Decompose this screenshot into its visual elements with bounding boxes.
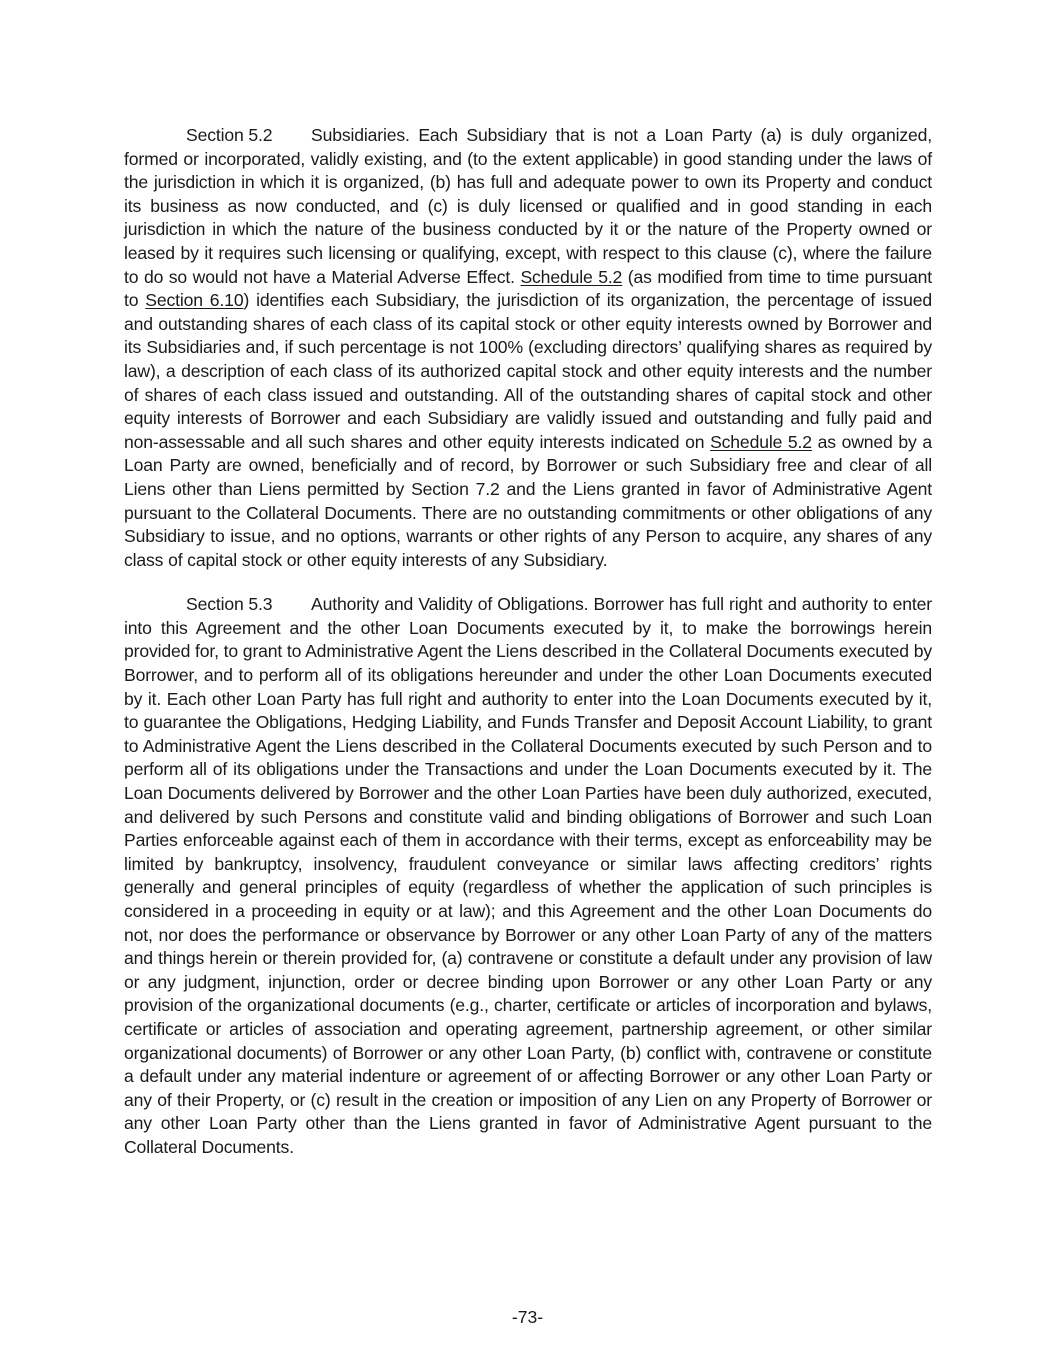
section-number: Section 5.2 [186,125,273,145]
section-body: Borrower has full right and authority to enter into this Agreement and the other Loan Documents executed by it, to make the borrowings herein provided for, to grant to Administrative Agent the Liens described in the Collateral Documents executed by Borrower, and to perform all of its obligations hereunder and under the other Loan Documents executed by it. Each other Loan Party has full right and authority to enter into the Loan Documents executed by it, to guarantee the Obligations, Hedging Liability, and Funds Transfer and Deposit Account Liability, to grant to Administrative Agent the Liens described in the Collateral Documents executed by such Person and to perform all of its obligations under the Transactions and under the Loan Documents executed by it. The Loan Documents delivered by Borrower and the other Loan Parties have been duly authorized, executed, and delivered by such Persons and constitute valid and binding obligations of Borrower and such Loan Parties enforceable against each of them in accordance with their terms, except as enforceability may be limited by bankruptcy, insolvency, fraudulent conveyance or similar laws affecting creditors’ rights generally and general principles of equity (regardless of whether the application of such principles is considered in a proceeding in equity or at law); and this Agreement and the other Loan Documents do not, nor does the performance or observance by Borrower or any other Loan Party of any of the matters and things herein or therein provided for, (a) contravene or constitute a default under any provision of law or any judgment, injunction, order or decree binding upon Borrower or any other Loan Party or any provision of the organizational documents (e.g., charter, certificate or articles of incorporation and bylaws, certificate or articles of association and operating agreement, partnership agreement, or other similar organizational documents) of Borrower or any other Loan Party, (b) conflict with, contravene or constitute a default under any material indenture or agreement of or affecting Borrower or any other Loan Party or any of their Property, or (c) result in the creation or imposition of any Lien on any Property of Borrower or any other Loan Party other than the Liens granted in favor of Administrative Agent pursuant to the Collateral Documents. [124,594,932,1157]
section-body: (as modified from time to time pursuant to [124,266,932,311]
section-body: Each Subsidiary that is not a Loan Party (a) is duly organized, formed or incorporated, validly existing, and (to the extent applicable) in good standing under the laws of the jurisdiction in which it is organized, (b) has full and adequate power to own its Property and conduct its business as now conducted, and (c) is duly licensed or qualified and in good standing in each jurisdiction in which the nature of the business conducted by it or the nature of the Property owned or leased by it requires such licensing or qualifying, except, with respect to this clause (c), where the failure to do so would not have a Material Adverse Effect. [124,125,932,287]
section-5-3 [124,593,932,1159]
section-5-2 [124,124,932,572]
section-number: Section 5.3 [186,594,273,615]
page-number: -73- [511,1307,544,1327]
document-page [124,124,932,1160]
section-body: ) identifies each Subsidiary, the jurisdiction of its organization, the percentage of issued and outstanding shares of each class of its capital stock or other equity interests owned by Borrower and its Subsidiaries and, if such percentage is not 100% (excluding directors’ qualifying shares as required by law), a description of each class of its authorized capital stock and other equity interests and the number of shares of each class issued and outstanding. All of the outstanding shares of capital stock and other equity interests of Borrower and each Subsidiary are validly issued and outstanding and fully paid and non-assessable and all such shares and other equity interests indicated on [124,290,933,452]
schedule-reference: Schedule 5.2 [710,431,812,452]
section-body: as owned by a Loan Party are owned, beneficially and of record, by Borrower or such Subsidiary free and clear of all Liens other than Liens permitted by Section 7.2 and the Liens granted in favor of Administrative Agent pursuant to the Collateral Documents. There are no outstanding commitments or other obligations of any Subsidiary to issue, and no options, warrants or other rights of any Person to acquire, any shares of any class of capital stock or other equity interests of any Subsidiary. [124,431,932,570]
section-heading: Authority and Validity of Obligations. [311,594,589,615]
section-heading: Subsidiaries. [311,125,410,145]
section-reference: Section 6.10 [145,290,244,311]
schedule-reference: Schedule 5.2 [520,266,623,287]
